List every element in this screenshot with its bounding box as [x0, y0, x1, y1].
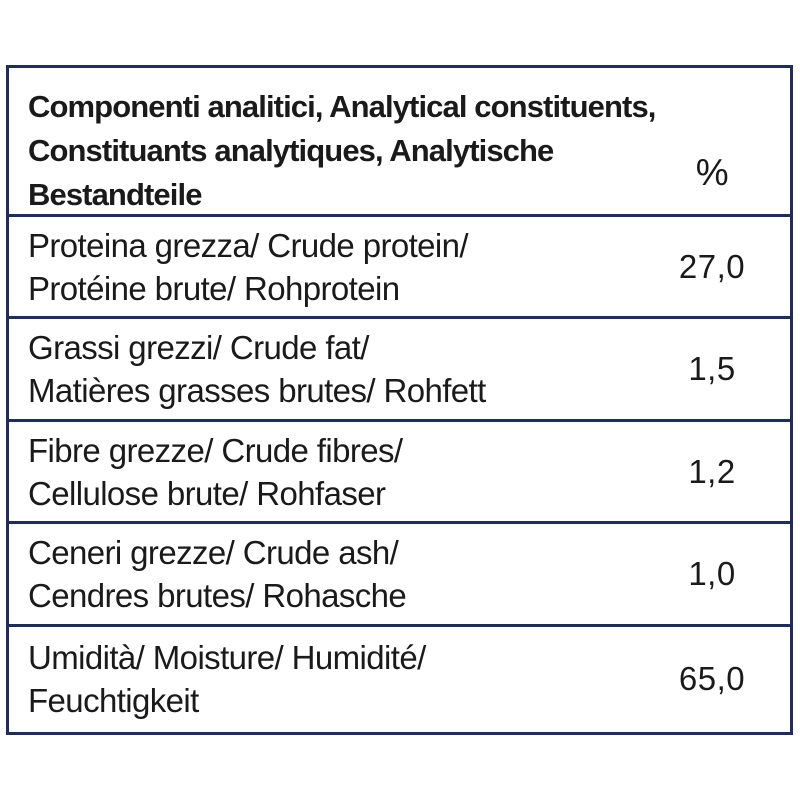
- table-header-row: [9, 68, 790, 217]
- constituent-value: 1,2: [688, 452, 736, 490]
- table-row: [9, 422, 790, 524]
- constituent-label-line: Umidità/ Moisture/ Humidité/: [28, 639, 426, 677]
- header-line: Constituants analytiques, Analytische: [28, 133, 554, 168]
- constituent-label-line: Cellulose brute/ Rohfaser: [28, 474, 386, 512]
- constituent-label-line: Matières grasses brutes/ Rohfett: [28, 372, 486, 410]
- header-line: Componenti analitici, Analytical constituents,: [28, 89, 656, 124]
- table-row: [9, 217, 790, 319]
- header-line: Bestandteile: [28, 177, 202, 212]
- constituent-label-line: Cendres brutes/ Rohasche: [28, 576, 407, 614]
- constituent-value-cell: [660, 524, 790, 623]
- table-row: [9, 524, 790, 626]
- constituent-label-line: Ceneri grezze/ Crude ash/: [28, 533, 399, 571]
- constituent-label-line: Grassi grezzi/ Crude fat/: [28, 329, 369, 367]
- constituent-value-cell: [660, 319, 790, 418]
- percent-unit: %: [695, 152, 729, 193]
- constituent-label-cell: [9, 627, 660, 732]
- constituent-label-cell: [9, 217, 660, 316]
- constituent-value: 27,0: [678, 247, 746, 285]
- constituent-label-cell: [9, 422, 660, 521]
- constituent-label-line: Feuchtigkeit: [28, 682, 199, 720]
- constituent-label-line: Fibre grezze/ Crude fibres/: [28, 431, 403, 469]
- constituent-value: 1,0: [688, 554, 736, 592]
- header-unit-cell: [660, 68, 790, 214]
- constituent-label-line: Protéine brute/ Rohprotein: [28, 269, 400, 307]
- table-row: [9, 319, 790, 421]
- constituent-label-cell: [9, 319, 660, 418]
- constituent-label-cell: [9, 524, 660, 623]
- constituent-value-cell: [660, 627, 790, 732]
- constituent-label-line: Proteina grezza/ Crude protein/: [28, 226, 468, 264]
- analytical-constituents-table: [6, 65, 793, 735]
- table-row: [9, 627, 790, 732]
- constituent-value-cell: [660, 217, 790, 316]
- header-label-cell: [9, 68, 660, 214]
- constituent-value: 1,5: [688, 350, 736, 388]
- constituent-value: 65,0: [678, 660, 746, 698]
- constituent-value-cell: [660, 422, 790, 521]
